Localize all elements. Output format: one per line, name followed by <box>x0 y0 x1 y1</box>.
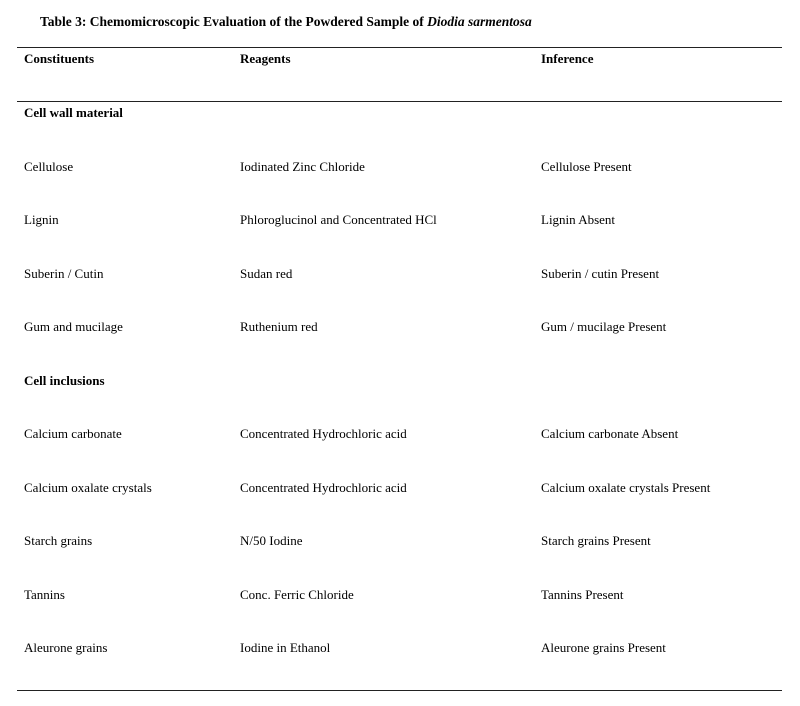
reagent-cell: Conc. Ferric Chloride <box>240 587 354 602</box>
reagent-cell: Concentrated Hydrochloric acid <box>240 480 407 495</box>
constituent-cell: Suberin / Cutin <box>24 266 104 281</box>
header-inference: Inference <box>541 51 594 66</box>
reagent-cell: Sudan red <box>240 266 293 281</box>
reagent-cell: Concentrated Hydrochloric acid <box>240 426 407 441</box>
top-rule <box>17 47 782 48</box>
constituent-cell: Lignin <box>24 212 59 227</box>
constituent-cell: Cellulose <box>24 159 74 174</box>
header-reagents: Reagents <box>240 51 291 66</box>
caption-text: Table 3: Chemomicroscopic Evaluation of the Powdered Sample of <box>40 14 428 29</box>
inference-cell: Calcium oxalate crystals Present <box>541 480 711 495</box>
constituent-cell: Calcium carbonate <box>24 426 122 441</box>
header-rule <box>17 101 782 102</box>
reagent-cell: Iodine in Ethanol <box>240 640 331 655</box>
caption-species: Diodia sarmentosa <box>427 14 532 29</box>
constituent-cell: Starch grains <box>24 533 93 548</box>
section-title: Cell inclusions <box>24 373 105 388</box>
bottom-rule <box>17 690 782 691</box>
inference-cell: Lignin Absent <box>541 212 616 227</box>
table-row <box>0 318 800 336</box>
table-row <box>0 265 800 283</box>
inference-cell: Calcium carbonate Absent <box>541 426 679 441</box>
inference-cell: Aleurone grains Present <box>541 640 666 655</box>
inference-cell: Cellulose Present <box>541 159 632 174</box>
reagent-cell: Iodinated Zinc Chloride <box>240 159 365 174</box>
section-heading-cell-wall <box>0 104 800 122</box>
section-title: Cell wall material <box>24 105 123 120</box>
table-header-row <box>0 50 800 68</box>
table-row <box>0 586 800 604</box>
inference-cell: Suberin / cutin Present <box>541 266 660 281</box>
table-row <box>0 639 800 657</box>
inference-cell: Gum / mucilage Present <box>541 319 667 334</box>
reagent-cell: N/50 Iodine <box>240 533 303 548</box>
table-row <box>0 532 800 550</box>
table-row <box>0 158 800 176</box>
inference-cell: Starch grains Present <box>541 533 651 548</box>
section-heading-cell-inclusions <box>0 372 800 390</box>
reagent-cell: Ruthenium red <box>240 319 318 334</box>
reagent-cell: Phloroglucinol and Concentrated HCl <box>240 212 437 227</box>
constituent-cell: Calcium oxalate crystals <box>24 480 152 495</box>
constituent-cell: Tannins <box>24 587 65 602</box>
table-row <box>0 425 800 443</box>
table-row <box>0 479 800 497</box>
constituent-cell: Aleurone grains <box>24 640 108 655</box>
constituent-cell: Gum and mucilage <box>24 319 123 334</box>
header-constituents: Constituents <box>24 51 95 66</box>
inference-cell: Tannins Present <box>541 587 624 602</box>
table-row <box>0 211 800 229</box>
table-caption <box>40 14 532 30</box>
